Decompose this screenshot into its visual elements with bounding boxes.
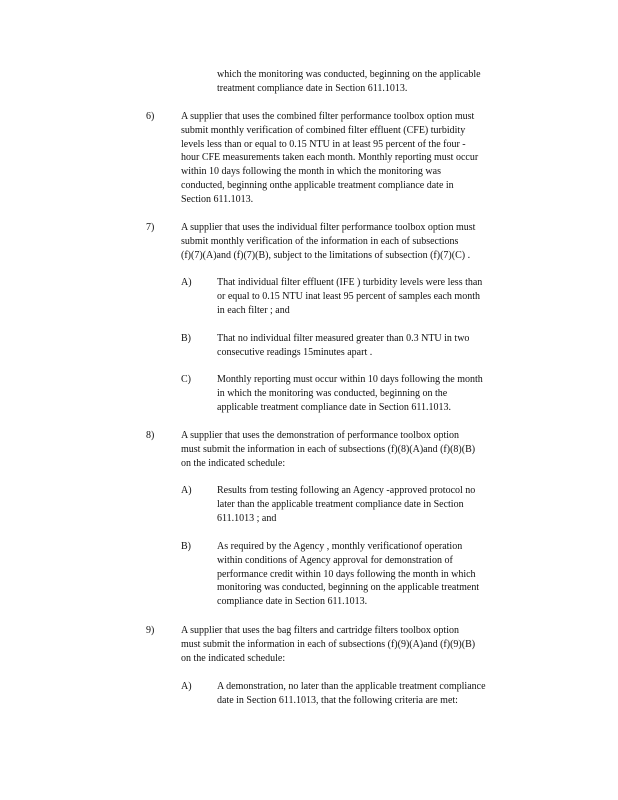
text-line: or equal to 0.15 NTU inat least 95 percent of samples each month [217, 290, 480, 302]
text-line: A demonstration, no later than the applicable treatment compliance [217, 681, 486, 692]
subitem-text [217, 540, 542, 609]
item-text [181, 429, 541, 470]
subitem-letter: A) [181, 277, 192, 288]
text-line: later than the applicable treatment compliance date in Section [217, 498, 464, 510]
text-line: Results from testing following an Agency -approved protocol no [217, 485, 476, 496]
text-line: must submit the information in each of subsections (f)(8)(A)and (f)(8)(B) [181, 443, 476, 455]
subitem-text [217, 484, 542, 525]
subitem-text [217, 332, 542, 360]
text-line: performance credit within 10 days following the month in which [217, 568, 476, 580]
subitem-letter: A) [181, 681, 192, 692]
subitem-letter: A) [181, 485, 192, 496]
text-line: As required by the Agency , monthly verificationof operation [217, 541, 463, 552]
text-line: treatment compliance date in Section 611.1013. [217, 82, 408, 94]
text-line: in each filter ; and [217, 304, 290, 316]
subitem-text [217, 680, 542, 708]
text-line: which the monitoring was conducted, beginning on the applicable [217, 69, 481, 80]
item-text [181, 110, 541, 207]
text-line: A supplier that uses the demonstration of performance toolbox option [181, 430, 459, 441]
text-line: in which the monitoring was conducted, beginning on the [217, 387, 448, 399]
item-number: 8) [146, 430, 155, 441]
text-line: 611.1013 ; and [217, 512, 277, 524]
text-line: on the indicated schedule: [181, 457, 286, 469]
text-line: applicable treatment compliance date in Section 611.1013. [217, 401, 451, 413]
text-line: hour CFE measurements taken each month. Monthly reporting must occur [181, 152, 479, 164]
text-line: on the indicated schedule: [181, 652, 286, 664]
item-number: 6) [146, 111, 155, 122]
text-line: Monthly reporting must occur within 10 days following the month [217, 374, 483, 385]
subitem-text [217, 373, 542, 414]
subitem-letter: B) [181, 541, 191, 552]
text-line: Section 611.1013. [181, 193, 254, 205]
text-line: date in Section 611.1013, that the following criteria are met: [217, 694, 458, 706]
subitem-text [217, 276, 542, 317]
text-line: That individual filter effluent (IFE ) turbidity levels were less than [217, 277, 483, 288]
text-line: That no individual filter measured greater than 0.3 NTU in two [217, 333, 470, 344]
text-line: submit monthly verification of combined filter effluent (CFE) turbidity [181, 124, 466, 136]
text-line: within 10 days following the month in which the monitoring was [181, 166, 441, 178]
text-line: levels less than or equal to 0.15 NTU in at least 95 percent of the four - [181, 138, 466, 150]
text-line: (f)(7)(A)and (f)(7)(B), subject to the limitations of subsection (f)(7)(C) . [181, 249, 471, 261]
text-line: conducted, beginning onthe applicable treatment compliance date in [181, 179, 454, 191]
item-number: 7) [146, 222, 155, 233]
continuation-paragraph [217, 68, 481, 96]
text-line: A supplier that uses the individual filter performance toolbox option must [181, 222, 476, 233]
item-number: 9) [146, 625, 155, 636]
text-line: submit monthly verification of the information in each of subsections [181, 235, 459, 247]
text-line: monitoring was conducted, beginning on the applicable treatment [217, 582, 480, 594]
item-text [181, 624, 541, 665]
text-line: A supplier that uses the bag filters and cartridge filters toolbox option [181, 625, 459, 636]
text-line: compliance date in Section 611.1013. [217, 596, 368, 608]
text-line: consecutive readings 15minutes apart . [217, 346, 373, 358]
text-line: A supplier that uses the combined filter performance toolbox option must [181, 111, 475, 122]
item-text [181, 221, 541, 262]
text-line: within conditions of Agency approval for demonstration of [217, 554, 453, 566]
text-line: must submit the information in each of subsections (f)(9)(A)and (f)(9)(B) [181, 638, 476, 650]
subitem-letter: C) [181, 374, 191, 385]
subitem-letter: B) [181, 333, 191, 344]
